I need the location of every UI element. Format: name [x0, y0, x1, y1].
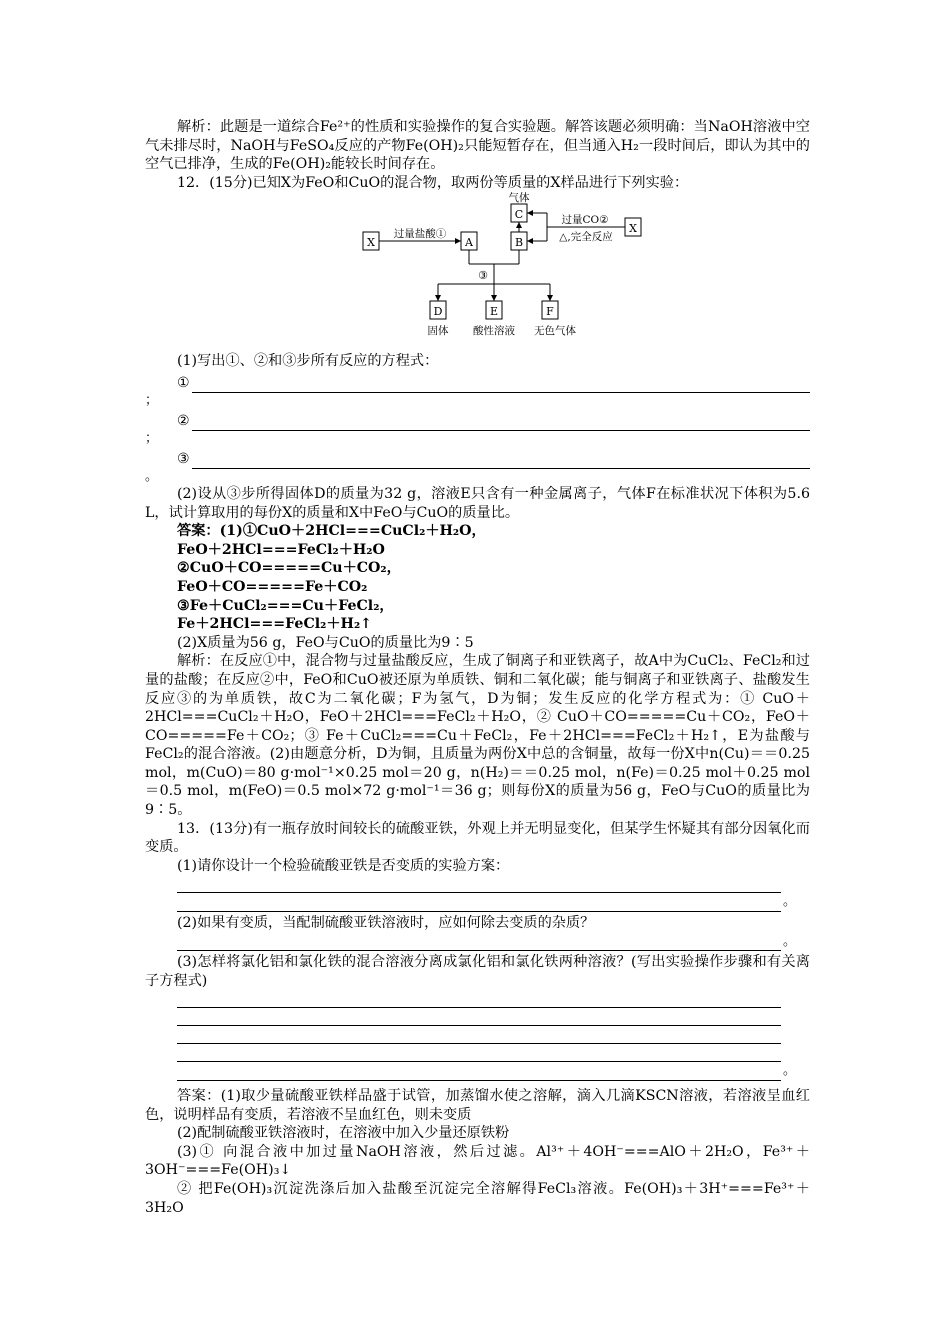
answer-line: Fe＋2HCl===FeCl₂＋H₂↑	[177, 616, 373, 633]
answer-blank[interactable]	[177, 1063, 781, 1081]
answer-line: 答案：(1)①CuO＋2HCl===CuCl₂＋H₂O，	[177, 523, 486, 540]
label-x-right: X	[629, 222, 637, 236]
analysis-paragraph: 解析：此题是一道综合Fe²⁺的性质和实验操作的复合实验题。解答该题必须明确：当NaOH溶液中空气未排尽时，NaOH与FeSO₄反应的产物Fe(OH)₂只能短暂存在，但当通入H₂一段时间后，即认为其中的空气已排净，生成的Fe(OH)₂能较长时间存在。	[145, 119, 810, 173]
label-step3: ③	[478, 269, 488, 283]
label-a: A	[465, 236, 473, 250]
answer-blank[interactable]	[177, 875, 781, 893]
question-13-stem: 13．(13分)有一瓶存放时间较长的硫酸亚铁，外观上并无明显变化，但某学生怀疑其有部分因氧化而变质。	[145, 820, 810, 856]
period: 。	[783, 1063, 797, 1079]
question-12-part2: (2)设从③步所得固体D的质量为32 g，溶液E只含有一种金属离子，气体F在标准状况下体积为5.6 L，试计算取用的每份X的质量和X中FeO与CuO的质量比。	[145, 485, 810, 521]
document-body	[145, 118, 810, 1217]
period: 。	[783, 933, 797, 949]
question-13-part1: (1)请你设计一个检验硫酸亚铁是否变质的实验方案：	[177, 857, 510, 874]
caption-e: 酸性溶液	[473, 325, 515, 338]
answer-line: FeO＋2HCl===FeCl₂＋H₂O	[177, 541, 385, 558]
question-13-answer-2: (2)配制硫酸亚铁溶液时，在溶液中加入少量还原铁粉	[177, 1125, 510, 1142]
marker-1: ①	[177, 375, 190, 392]
separator: 。	[145, 468, 159, 484]
answer-blank[interactable]	[177, 933, 781, 951]
label-c: C	[514, 208, 524, 222]
marker-2: ②	[177, 413, 190, 430]
label-e: E	[489, 305, 499, 319]
question-13-answer-3a: (3)① 向混合液中加过量NaOH溶液，然后过滤。Al³⁺＋4OH⁻===AlO＋2H₂O，Fe³⁺＋3OH⁻===Fe(OH)₃↓	[145, 1143, 810, 1179]
answer-blank[interactable]	[177, 1008, 781, 1026]
answer-blank[interactable]	[177, 1044, 781, 1062]
question-12-stem: 12．(15分)已知X为FeO和CuO的混合物，取两份等质量的X样品进行下列实验：	[177, 174, 689, 191]
label-gas: 气体	[508, 192, 530, 205]
answer-line: (2)X质量为56 g，FeO与CuO的质量比为9∶5	[177, 634, 474, 651]
answer-line-3[interactable]	[145, 447, 810, 469]
separator: ；	[145, 430, 159, 446]
question-12-analysis: 解析：在反应①中，混合物与过量盐酸反应，生成了铜离子和亚铁离子，故A中为CuCl₂、FeCl₂和过量的盐酸；在反应②中，FeO和CuO被还原为单质铁、铜和二氧化碳；能与铜离子和亚铁离子、盐酸发生反应③的为单质铁，故C为二氧化碳；F为氢气，D为铜；发生反应的化学方程式为：① CuO＋2HCl===CuCl₂＋H₂O，FeO＋2HCl===FeCl₂＋H₂O，② CuO＋CO=====Cu＋CO₂，FeO＋CO=====Fe＋CO₂；③ Fe＋CuCl₂===Cu＋FeCl₂，Fe＋2HCl===FeCl₂＋H₂↑，E为盐酸与FeCl₂的混合溶液。(2)由题意分析，D为铜，且质量为两份X中总的含铜量，故每一份X中n(Cu)＝＝0.25 mol，m(CuO)＝80 g·mol⁻¹×0.25 mol＝20 g，n(H₂)＝＝0.25 mol，n(Fe)＝0.25 mol＋0.25 mol＝0.5 mol，m(FeO)＝0.5 mol×72 g·mol⁻¹＝36 g；则每份X的质量为56 g，FeO与CuO的质量比为9∶5。	[145, 653, 810, 819]
marker-3: ③	[177, 451, 190, 468]
label-b: B	[514, 236, 524, 250]
answer-line: ②CuO＋CO=====Cu＋CO₂，	[177, 560, 401, 577]
question-13-part3: (3)怎样将氯化铝和氯化铁的混合溶液分离成氯化铝和氯化铁两种溶液？(写出实验操作步骤和有关离子方程式)	[145, 954, 810, 989]
question-13-answer-3b: ② 把Fe(OH)₃沉淀洗涤后加入盐酸至沉淀完全溶解得FeCl₃溶液。Fe(OH)₃＋3H⁺===Fe³⁺＋3H₂O	[145, 1180, 810, 1216]
label-condition: △,完全反应	[559, 231, 613, 244]
answer-blank[interactable]	[177, 894, 781, 912]
answer-blank[interactable]	[177, 990, 781, 1008]
answer-line: ③Fe＋CuCl₂===Cu＋FeCl₂，	[177, 597, 394, 614]
period: 。	[783, 894, 797, 910]
answer-blank[interactable]	[177, 1026, 781, 1044]
label-arrow1: 过量盐酸①	[393, 228, 447, 241]
answer-line-2[interactable]	[145, 409, 810, 431]
caption-f: 无色气体	[534, 325, 576, 338]
question-13-answer-1: 答案：(1)取少量硫酸亚铁样品盛于试管，加蒸馏水使之溶解，滴入几滴KSCN溶液，若溶液呈血红色，说明样品有变质，若溶液不呈血红色，则未变质	[145, 1088, 810, 1123]
caption-d: 固体	[427, 325, 449, 338]
label-d: D	[433, 305, 443, 319]
label-x-left: X	[367, 236, 375, 250]
question-13-part2: (2)如果有变质，当配制硫酸亚铁溶液时，应如何除去变质的杂质？	[177, 915, 595, 932]
label-f: F	[546, 305, 554, 319]
experiment-flow-diagram	[145, 192, 810, 352]
answer-line-1[interactable]	[145, 371, 810, 393]
question-12-part1: (1)写出①、②和③步所有反应的方程式：	[177, 353, 439, 370]
answer-line: FeO＋CO=====Fe＋CO₂	[177, 578, 368, 595]
separator: ；	[145, 392, 159, 408]
label-arrow2: 过量CO②	[561, 214, 609, 227]
